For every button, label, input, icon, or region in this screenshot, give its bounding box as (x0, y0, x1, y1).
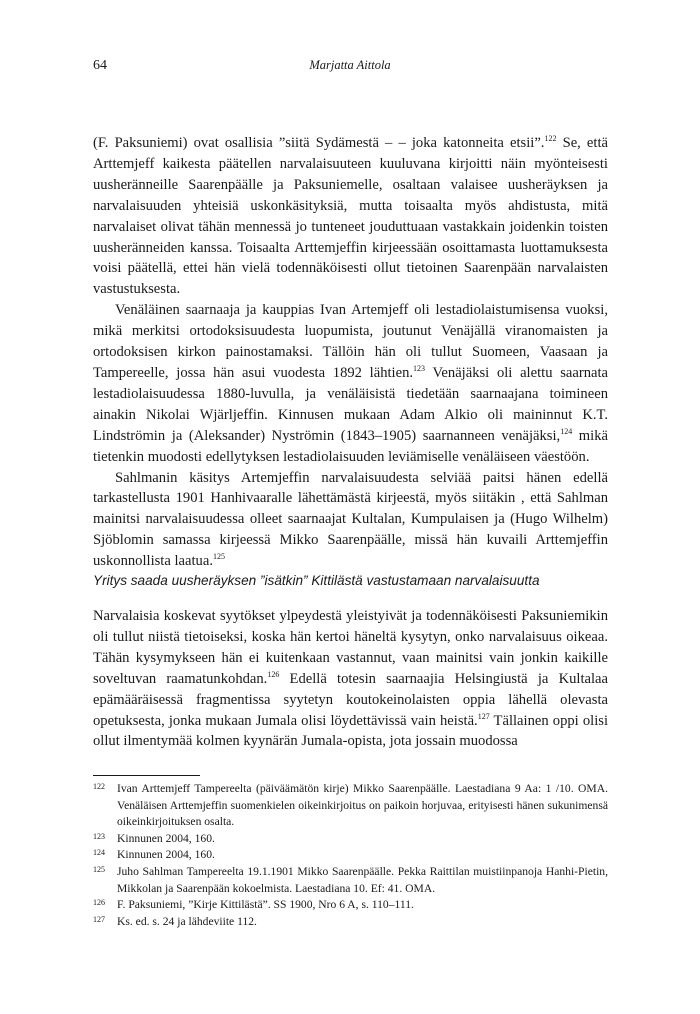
footnote-divider (93, 775, 200, 776)
footnote-number: 127 (93, 914, 105, 924)
body-text-upper (93, 133, 608, 572)
page-header (93, 58, 607, 76)
footnote-ref: 125 (212, 552, 225, 562)
footnote-text: Kinnunen 2004, 160. (117, 831, 215, 845)
footnote (93, 914, 608, 931)
footnote-text: Juho Sahlman Tampereelta 19.1.1901 Mikko Saarenpäälle. Pekka Raittilan muistiinpanoja Hanhi-Pietin, Mikkolan ja Saarenpään kokoelmista. Laestadiana 10. Ef: 41. OMA. (117, 864, 608, 895)
footnote (93, 847, 608, 864)
paragraph-4: Narvalaisia koskevat syytökset ylpeydestä yleistyivät ja todennäköisesti Paksuniemikin oli tullut niistä tietoiseksi, koska hän kertoi häneltä kysytyn, onko narvalaisuus oikeaa. Tähän kysymykseen hän ei kuitenkaan vastannut, vaan mainitsi vain jonkin kaikille soveltuvan raamatunkohdan.$^{126}$ Edellä totesin saarnaajia Helsingiustä ja Kultalaa epämääräisessä fragmentissa syytetyn koutokeinolaisten oppia lähellä olevasta opetuksesta, jonka mukaan Jumala olisi löydettävissä vain heistä.$^{127}$ Tällainen oppi olisi ollut ilmentymää kolmen kyynärän Jumala-opista, jota jossain muodossa (93, 608, 609, 750)
footnote-number: 122 (93, 782, 105, 791)
footnote-ref: 123 (413, 363, 426, 373)
footnote-ref: 126 (267, 669, 280, 679)
footnote-number: 123 (93, 831, 105, 841)
footnotes (93, 781, 608, 930)
footnote-number: 126 (93, 898, 105, 908)
footnote-ref: 122 (544, 134, 557, 143)
footnote-text: Kinnunen 2004, 160. (117, 848, 215, 862)
footnote-text: Ks. ed. s. 24 ja lähdeviite 112. (117, 914, 257, 928)
footnote-number: 125 (93, 864, 105, 874)
footnote-text: F. Paksuniemi, ”Kirje Kittilästä”. SS 1900, Nro 6 A, s. 110–111. (117, 898, 414, 912)
paragraph-1: (F. Paksuniemi) ovat osallisia ”siitä Sydämestä – – joka katonneita etsii”.$^{122}$ Se, että Arttemjeff kaikesta päätellen narvalaisuuteen kuuluvana kirjoitti näin myönteisesti uusheränneille Saarenpäälle ja Paksuniemelle, osaltaan valaisee uusheräyksen ja narvalaisuuden yhteisiä uskonkäsityksiä, mutta toisaalta myös ahdistusta, mitä narvalaiset olivat tähän mennessä jo tunteneet jouduttuaan vastakkain joidenkin toisten uusheränneiden kanssa. Toisaalta Arttemjeffin kirjeessään osoittamasta luottamuksesta voisi päätellä, ettei hän vielä todennäköisesti ollut tietoinen Saarenpään narvalaisten vastustuksesta. (93, 134, 608, 298)
footnote-number: 124 (93, 848, 105, 858)
body-text-lower (93, 606, 608, 752)
footnote-text: Ivan Arttemjeff Tampereelta (päiväämätön kirje) Mikko Saarenpäälle. Laestadiana 9 Aa: 1 /10. OMA. Venäläisen Arttemjeffin suomenkielen oikeinkirjoitus on paikoin horjuvaa, erityisesti hänen sukunimensä oikeinkirjoituksen osalta. (117, 782, 608, 829)
page-number: 64 (93, 58, 107, 73)
footnote (93, 781, 608, 831)
running-head: Marjatta Aittola (309, 58, 391, 72)
paragraph-3: Sahlmanin käsitys Artemjeffin narvalaisuudesta selviää paitsi hänen edellä tarkastellusta 1901 Hanhivaaralle lähettämästä kirjeestä, myös siitäkin , että Sahlman mainitsi narvalaisuudessa olleet saarnaajat Kultalan, Kumpulaisen ja (Hugo Wilhelm) Sjöblomin samassa kirjeessä Mikko Saarenpäälle, missä hän kuvaili Arttemjeffin uskonnollista laatua.$^{125}$ (93, 469, 608, 570)
footnote-ref: 124 (560, 426, 573, 436)
paragraph-2: Venäläinen saarnaaja ja kauppias Ivan Artemjeff oli lestadiolaistumisensa vuoksi, mikä merkitsi ortodoksisuudesta luopumista, joutunut Venäjällä viranomaisten ja ortodoksisen kirkon painostamaksi. Tällöin hän oli tullut Suomeen, Vaasaan ja Tampereelle, jossa hän asui vuodesta 1892 lähtien.$^{123}$ Venäjäksi oli alettu saarnata lestadiolaisuudessa 1880-luvulla, ja venäläisistä tiedetään saarnaajana toimineen ainakin Nikolai Wjärljeffin. Kinnusen mukaan Adam Alkio oli maininnut K.T. Lindströmin ja (Aleksander) Nyströmin (1843–1905) saarnanneen venäjäksi,$^{124}$ mikä tietenkin muodosti edellytyksen lestadiolaisuuden leviämiselle venäläiseen väestöön. (93, 302, 609, 465)
section-heading: Yritys saada uusheräyksen ”isätkin” Kittilästä vastustamaan narvalaisuutta (93, 573, 540, 588)
footnote (93, 831, 608, 848)
footnote (93, 864, 608, 897)
footnote (93, 897, 608, 914)
footnote-ref: 127 (477, 711, 490, 721)
